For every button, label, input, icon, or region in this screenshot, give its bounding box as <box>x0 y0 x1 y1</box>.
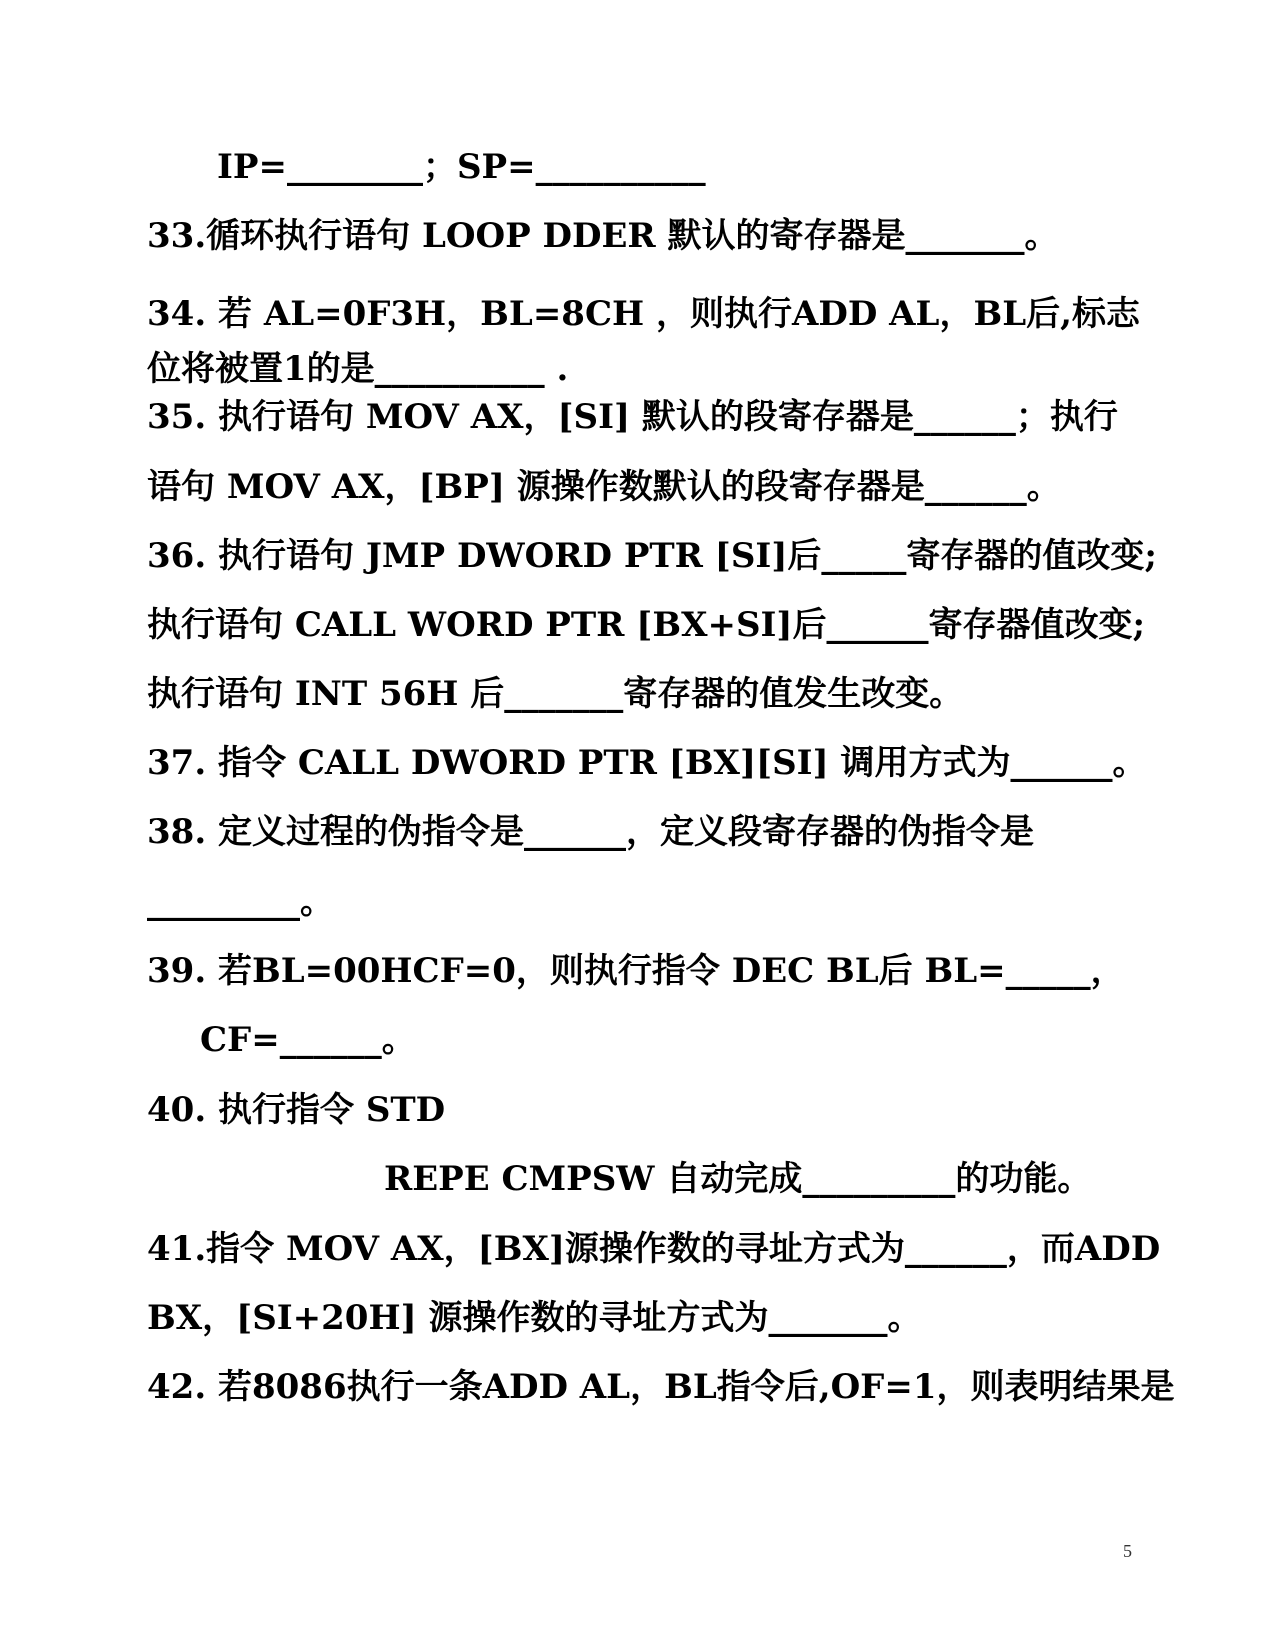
text-line-q41-b: BX，[SI+20H] 源操作数的寻址方式为_______。 <box>147 1298 922 1338</box>
text-line-q33: 33.循环执行语句 LOOP DDER 默认的寄存器是_______。 <box>147 216 1059 256</box>
text-line-q36-a: 36. 执行语句 JMP DWORD PTR [SI]后_____寄存器的值改变; <box>147 536 1157 576</box>
text-line-q36-c: 执行语句 INT 56H 后_______寄存器的值发生改变。 <box>147 674 964 714</box>
text-line-q38-a: 38. 定义过程的伪指令是______，定义段寄存器的伪指令是 <box>147 812 1034 852</box>
text-line-q35-b: 语句 MOV AX，[BP] 源操作数默认的段寄存器是______。 <box>147 467 1061 507</box>
text-line-q39-b: CF=______。 <box>200 1020 416 1060</box>
text-line-q34-a: 34. 若 AL=0F3H，BL=8CH ，则执行ADD AL，BL后,标志 <box>147 294 1140 334</box>
text-line-q40-a: 40. 执行指令 STD <box>147 1090 446 1130</box>
text-line-q37: 37. 指令 CALL DWORD PTR [BX][SI] 调用方式为______。 <box>147 743 1147 783</box>
text-line-ip-sp: IP=________；SP=__________ <box>217 147 706 187</box>
text-line-q34-b: 位将被置1的是__________ . <box>147 349 569 389</box>
text-line-q38-b: _________。 <box>147 882 334 922</box>
text-line-q36-b: 执行语句 CALL WORD PTR [BX+SI]后______寄存器值改变; <box>147 605 1146 645</box>
text-line-q42: 42. 若8086执行一条ADD AL，BL指令后,OF=1，则表明结果是 <box>147 1367 1175 1407</box>
text-line-q35-a: 35. 执行语句 MOV AX，[SI] 默认的段寄存器是______；执行 <box>147 397 1118 437</box>
text-line-q41-a: 41.指令 MOV AX，[BX]源操作数的寻址方式为______，而ADD <box>147 1229 1161 1269</box>
text-line-q39-a: 39. 若BL=00HCF=0，则执行指令 DEC BL后 BL=_____， <box>147 951 1125 991</box>
text-line-q40-b: REPE CMPSW 自动完成_________的功能。 <box>384 1159 1092 1199</box>
page-number: 5 <box>1123 1541 1132 1561</box>
